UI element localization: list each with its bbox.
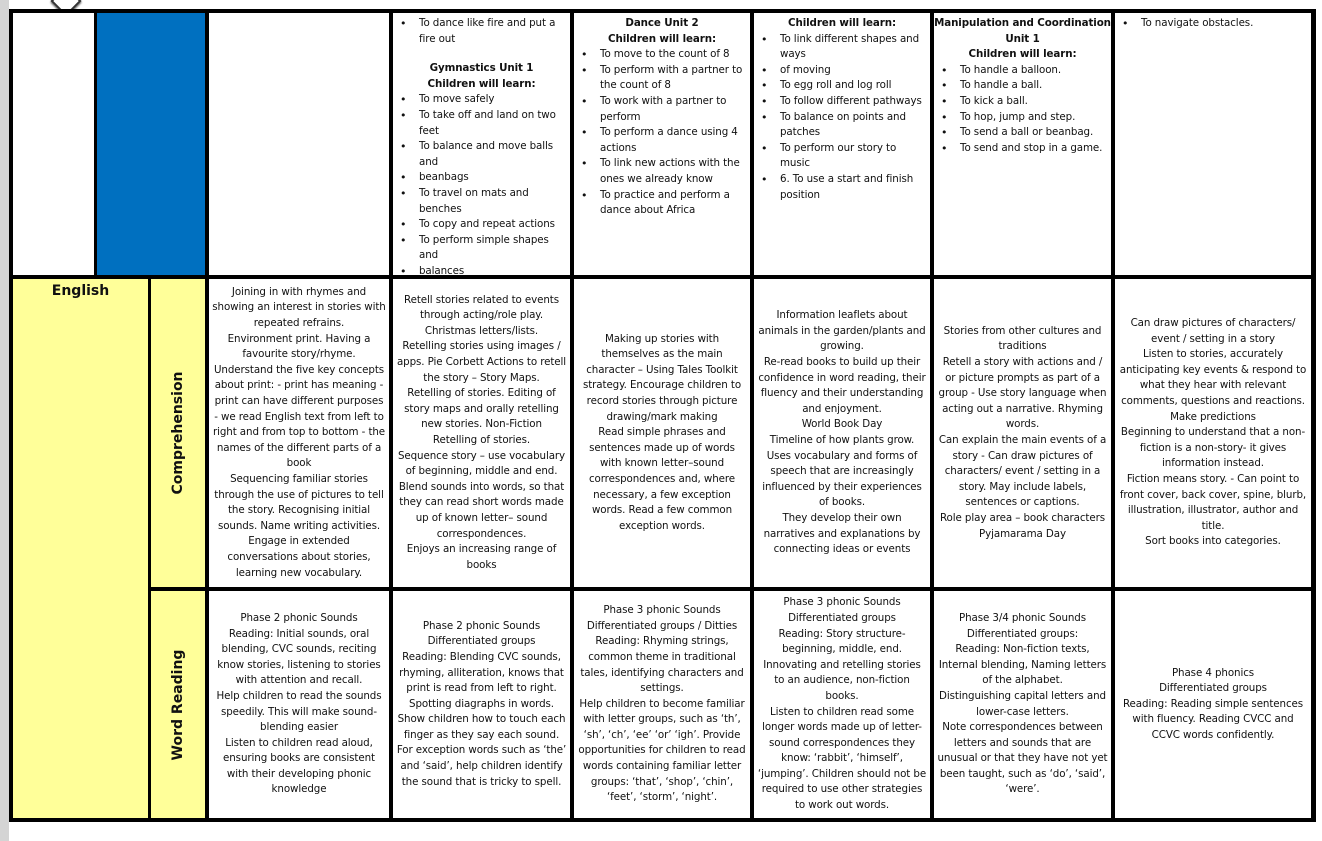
word-reading-label: Word Reading: [170, 649, 186, 760]
pe-cell-autumn1: [209, 13, 389, 275]
pe-list-item: • beanbags: [393, 170, 570, 186]
comprehension-text: Pyjamarama Day: [979, 527, 1066, 540]
word-reading-cell: [209, 591, 389, 818]
word-reading-text: Reading: Story structure-beginning, middle, end.: [778, 627, 906, 656]
word-reading-text: Reading: Blending CVC sounds, rhyming, alliteration, knows that print is read from left to right.: [399, 650, 564, 695]
pe-list-item: • of moving: [754, 63, 930, 79]
pe-list-item: • To send and stop in a game.: [934, 141, 1111, 157]
pe-list-item: • To handle a ball.: [934, 78, 1111, 94]
pe-heading-line: Dance Unit 2: [625, 17, 699, 29]
pe-subject-cell: [13, 13, 94, 275]
pe-list-item: • To send a ball or beanbag.: [934, 125, 1111, 141]
pe-list-item: • To practice and perform a dance about Africa: [574, 188, 750, 219]
comprehension-text: Understand the five key concepts about print: - print has meaning - print can have different purposes - we read English text from left to right and from top to bottom - the names of the different parts of a book: [212, 363, 386, 470]
word-reading-text: Innovating and retelling stories to an audience, non-fiction books.: [763, 658, 921, 702]
comprehension-label: Comprehension: [170, 371, 186, 495]
left-margin: [0, 0, 9, 841]
pe-heading-children-learn: [754, 16, 930, 32]
comprehension-text: Sequence story – use vocabulary of beginning, middle and end.: [397, 449, 566, 478]
comprehension-text: Retelling of stories. Editing of story maps and orally retelling new stories. Non-Fiction: [404, 387, 559, 431]
word-reading-text: Phase 3 phonic Sounds: [603, 604, 721, 617]
english-subject-cell: [13, 279, 148, 818]
comprehension-cell: [1115, 279, 1311, 587]
pe-cell-spring2: [754, 13, 930, 275]
word-reading-text: Help children to read the sounds speedily. This will make sound-blending easier: [216, 689, 382, 734]
word-reading-text: Note correspondences between letters and sounds that are unusual or that they have not yet been taught, such as ‘do’, ‘said’, ‘were’.: [937, 721, 1108, 796]
word-reading-text: Phase 2 phonic Sounds: [240, 611, 358, 624]
comprehension-text: Stories from other cultures and traditions: [943, 324, 1102, 353]
pe-list-manipulation: [934, 63, 1111, 157]
word-reading-text: Differentiated groups:: [966, 627, 1079, 640]
pe-cell-spring1: [574, 13, 750, 275]
comprehension-text: Can draw pictures of characters/ event / setting in a story: [1130, 317, 1296, 345]
pe-list-item: • To balance on points and patches: [754, 110, 930, 141]
pe-list-item: • To balance and move balls and: [393, 139, 570, 170]
comprehension-text: Enjoys an increasing range of books: [406, 543, 557, 571]
pe-list-item: • To perform with a partner to the count of 8: [574, 63, 750, 94]
word-reading-cell: [934, 591, 1111, 818]
word-reading-text: Reading: Reading simple sentences with fluency. Reading CVCC and CCVC words confidently.: [1122, 697, 1304, 741]
comprehension-text: Read simple phrases and sentences made up of words with known letter–sound correspondences and, where necessary, a few exception words. Read a few common exception words.: [588, 426, 736, 532]
word-reading-text: Spotting diagraphs in words.: [409, 697, 554, 710]
comprehension-text: World Book Day: [801, 418, 883, 431]
pe-list-item: • To perform a dance using 4 actions: [574, 125, 750, 156]
pe-heading-gymnastics: [393, 61, 570, 92]
comprehension-text: Role play area – book characters: [939, 511, 1106, 524]
word-reading-cell: [393, 591, 570, 818]
comprehension-text: Uses vocabulary and forms of speech that are increasingly influenced by their experiences of books.: [762, 449, 922, 509]
pe-list-item: • To navigate obstacles.: [1115, 16, 1311, 32]
word-reading-cell: [574, 591, 750, 818]
word-reading-text: Listen to children read some longer words made up of letter-sound correspondences they know: ‘rabbit’, ‘himself’, ‘jumping’. Children should not be required to use other strategies to work out words.: [757, 705, 927, 812]
word-reading-text: Phase 3 phonic Sounds: [783, 596, 901, 609]
comprehension-text: Joining in with rhymes and showing an interest in stories with repeated refrains.: [212, 285, 386, 330]
comprehension-cell: [934, 279, 1111, 587]
comprehension-cell: [209, 279, 389, 587]
comprehension-text: Engage in extended conversations about stories, learning new vocabulary.: [227, 535, 371, 579]
pe-list-item: • balances: [393, 264, 570, 275]
word-reading-text: Listen to children read aloud, ensuring books are consistent with their developing phonic knowledge: [223, 736, 375, 796]
comprehension-text: They develop their own narratives and explanations by connecting ideas or events: [763, 511, 921, 556]
comprehension-text: Sort books into categories.: [1145, 535, 1281, 548]
pe-heading-line: Manipulation and Coordination Unit 1: [934, 17, 1111, 45]
comprehension-cell: [393, 279, 570, 587]
word-reading-text: Show children how to touch each finger as they say each sound. For exception words such as ‘the’ and ‘said’, help children identify the sound that is tricky to spell.: [396, 713, 567, 788]
pe-list-item: • To kick a ball.: [934, 94, 1111, 110]
word-reading-strand-cell: [151, 591, 205, 818]
pe-heading-line: Gymnastics Unit 1: [429, 62, 534, 75]
comprehension-text: Retell stories related to events through acting/role play.: [404, 293, 559, 322]
pe-list-gymnastics-2: [754, 32, 930, 204]
pe-list-item: • To egg roll and log roll: [754, 78, 930, 94]
comprehension-text: Blend sounds into words, so that they can read short words made up of known letter– sound correspondences.: [398, 480, 565, 540]
comprehension-text: Making up stories with themselves as the main character – Using Tales Toolkit strategy. Encourage children to record stories through picture drawing/mark making: [582, 332, 742, 423]
comprehension-text: Retell a story with actions and / or picture prompts as part of a group - Use story language when acting out a narrative. Rhyming words.: [938, 356, 1107, 431]
curriculum-table: [9, 9, 1316, 822]
pe-list-item: • To perform simple shapes and: [393, 233, 570, 264]
word-reading-text: Phase 2 phonic Sounds: [422, 619, 541, 632]
comprehension-cell: [574, 279, 750, 587]
pe-heading-line: Children will learn:: [968, 48, 1077, 61]
comprehension-strand-cell: [151, 279, 205, 587]
pe-list-item: • To link different shapes and ways: [754, 32, 930, 63]
pe-list-item: • To dance like fire and put a fire out: [393, 16, 570, 47]
comprehension-text: Retelling of stories.: [432, 434, 531, 446]
pe-list-item: • To take off and land on two feet: [393, 108, 570, 139]
word-reading-cell: [754, 591, 930, 818]
comprehension-text: Make predictions: [1170, 410, 1256, 423]
comprehension-text: Christmas letters/lists.: [424, 324, 539, 337]
pe-heading-dance-unit-2: [574, 16, 750, 47]
pe-heading-line: Children will learn:: [788, 17, 896, 29]
pe-heading-line: Children will learn:: [427, 77, 536, 90]
comprehension-text: Environment print. Having a favourite story/rhyme.: [227, 332, 371, 361]
word-reading-text: Phase 3/4 phonic Sounds: [958, 611, 1087, 624]
word-reading-text: Distinguishing capital letters and lower-case letters.: [939, 689, 1106, 718]
word-reading-text: Differentiated groups / Ditties: [586, 619, 738, 632]
comprehension-cell: [754, 279, 930, 587]
comprehension-text: Retelling stories using images / apps. Pie Corbett Actions to retell the story – Story Maps.: [396, 340, 567, 384]
pe-cell-autumn2: [393, 13, 570, 275]
comprehension-text: Sequencing familiar stories through the use of pictures to tell the story. Recognising initial sounds. Name writing activities.: [214, 472, 384, 532]
pe-cell-summer2: [1115, 13, 1311, 275]
word-reading-text: Differentiated groups: [427, 635, 536, 648]
pe-list-item: • To perform our story to music: [754, 141, 930, 172]
pe-heading-line: Children will learn:: [608, 32, 716, 45]
pe-list-item: • To link new actions with the ones we already know: [574, 156, 750, 187]
word-reading-text: Help children to become familiar with letter groups, such as ‘th’, ‘sh’, ‘ch’, ‘ee’ ‘or’ ‘igh’. Provide opportunities for children to read words containing familiar letter groups: ‘that’, ‘shop’, ‘chin’, ‘feet’, ‘storm’, ‘night’.: [578, 697, 746, 804]
english-subject-label: English: [51, 283, 110, 299]
comprehension-text: Can explain the main events of a story - Can draw pictures of characters/ event / setting in a story. May include labels, sentences or captions.: [938, 434, 1107, 509]
pe-heading-manipulation: [934, 16, 1111, 63]
pe-list-item: • To move to the count of 8: [574, 47, 750, 63]
pe-strand-cell: [97, 13, 205, 275]
comprehension-text: Fiction means story. - Can point to front cover, back cover, spine, blurb, illustration, illustrator, author and title.: [1119, 472, 1307, 532]
comprehension-text: Re-read books to build up their confidence in word reading, their fluency and their understanding and enjoyment.: [758, 356, 926, 415]
comprehension-text: Listen to stories, accurately anticipating key events & respond to what they hear with relevant comments, questions and reactions.: [1119, 348, 1307, 408]
word-reading-text: Reading: Initial sounds, oral blending, CVC sounds, reciting know stories, listening to stories with attention and recall.: [217, 627, 381, 687]
word-reading-text: Reading: Non-fiction texts, Internal blending, Naming letters of the alphabet.: [938, 643, 1107, 687]
pe-list-item: • To follow different pathways: [754, 94, 930, 110]
word-reading-text: Phase 4 phonics: [1171, 666, 1255, 679]
comprehension-text: Beginning to understand that a non-fiction is a non-story- it gives information instead.: [1120, 426, 1306, 470]
pe-list-obstacles: [1115, 16, 1311, 32]
word-reading-cell: [1115, 591, 1311, 818]
comprehension-text: Timeline of how plants grow.: [769, 434, 915, 446]
pe-cell-summer1: [934, 13, 1111, 275]
comprehension-text: Information leaflets about animals in the garden/plants and growing.: [758, 309, 926, 353]
word-reading-text: Differentiated groups: [1159, 682, 1267, 695]
pe-list-item: • To handle a balloon.: [934, 63, 1111, 79]
pe-list-item: • To travel on mats and benches: [393, 186, 570, 217]
pe-list-item: • To move safely: [393, 92, 570, 108]
word-reading-text: Differentiated groups: [788, 611, 896, 624]
pe-list-dance: [393, 16, 570, 47]
pe-list-item: • 6. To use a start and finish position: [754, 172, 930, 203]
pe-list-gymnastics: [393, 92, 570, 275]
pe-list-dance-unit-2: [574, 47, 750, 219]
word-reading-text: Reading: Rhyming strings, common theme in traditional tales, identifying characters and settings.: [580, 635, 744, 695]
pe-list-item: • To copy and repeat actions: [393, 217, 570, 233]
pe-list-item: • To hop, jump and step.: [934, 110, 1111, 126]
pe-list-item: • To work with a partner to perform: [574, 94, 750, 125]
